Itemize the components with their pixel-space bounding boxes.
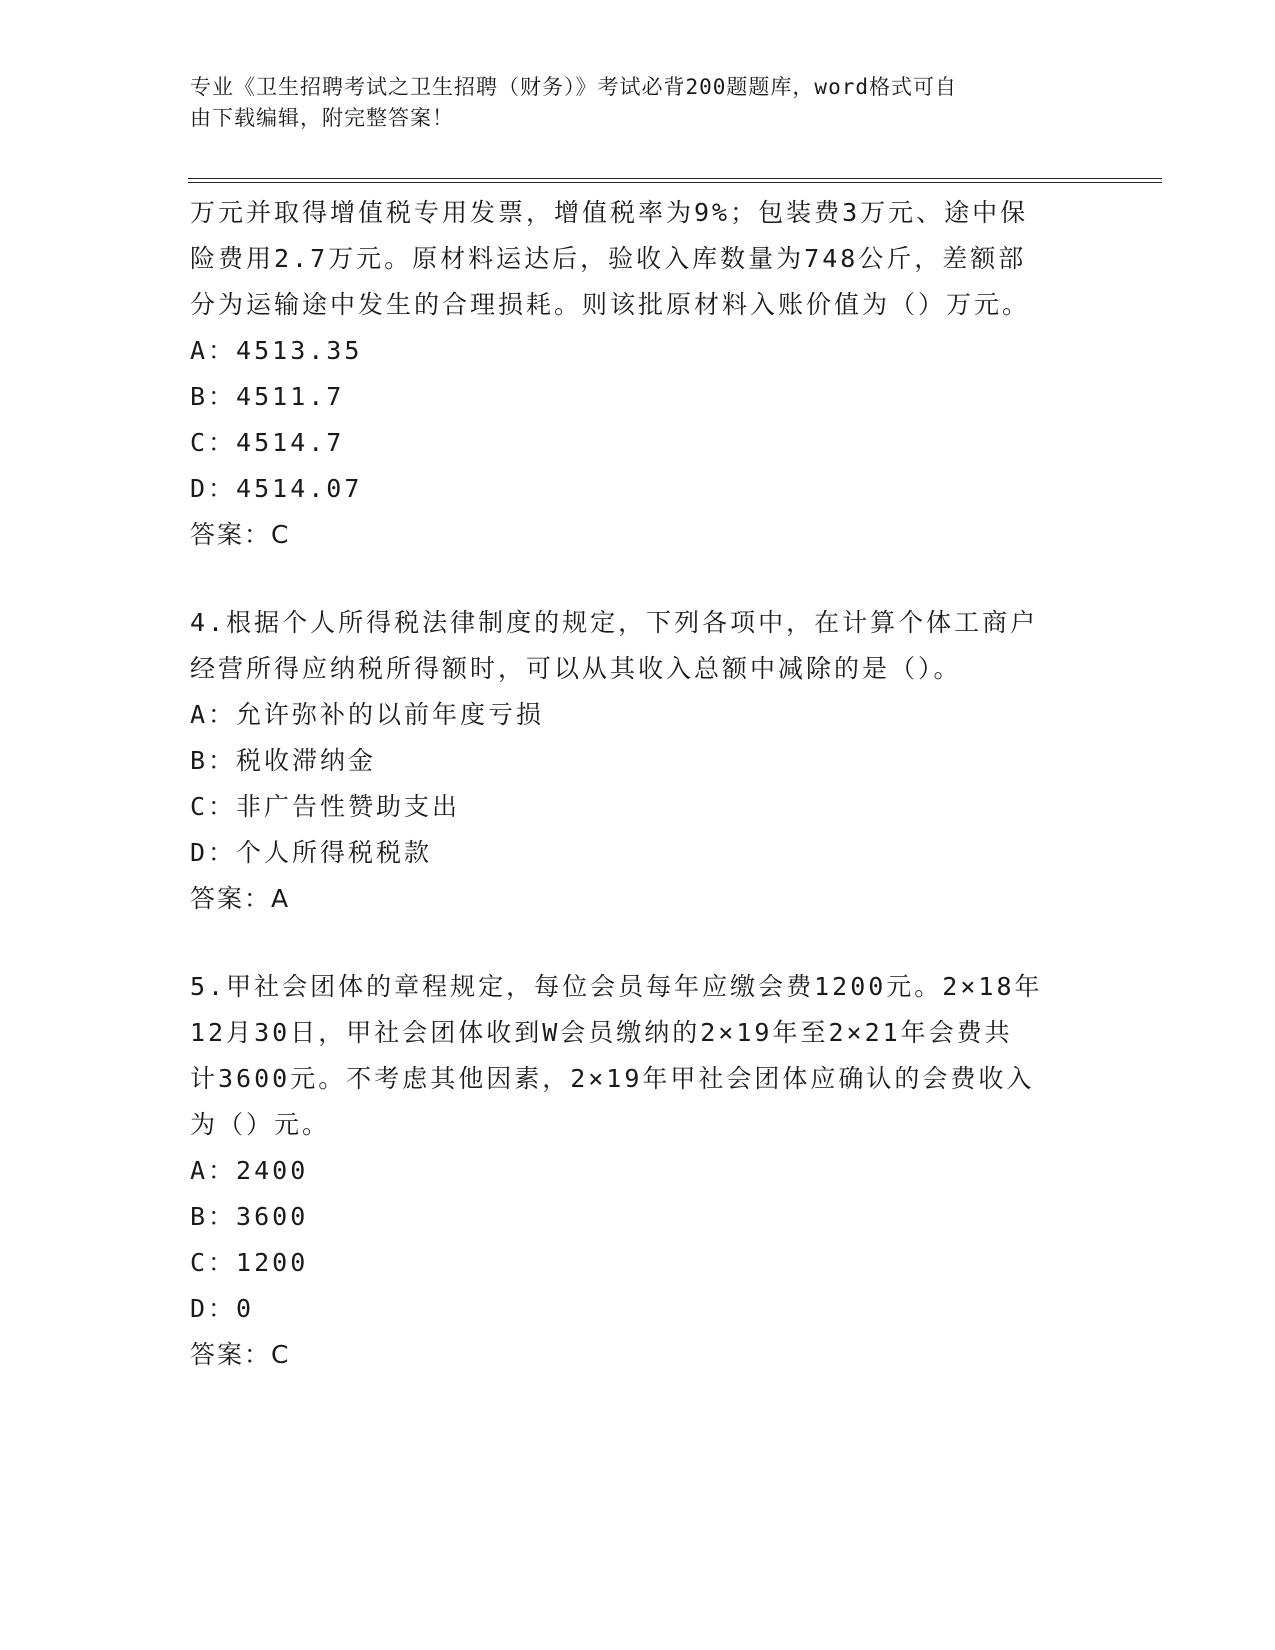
- header-line-1: 专业《卫生招聘考试之卫生招聘（财务）》考试必背200题题库，word格式可自: [190, 75, 957, 99]
- question-5: [190, 964, 1090, 1378]
- question-3: [190, 190, 1090, 558]
- question-content: [190, 190, 1090, 1378]
- question-stem-line: 5.甲社会团体的章程规定，每位会员每年应缴会费1200元。2×18年: [190, 972, 1043, 1001]
- option-a: A：允许弥补的以前年度亏损: [190, 700, 545, 729]
- question-stem-line: 为（）元。: [190, 1110, 331, 1139]
- question-stem-line: 万元并取得增值税专用发票，增值税率为9%；包装费3万元、途中保: [190, 198, 1029, 227]
- question-stem-line: 经营所得应纳税所得额时，可以从其收入总额中减除的是（）。: [190, 654, 962, 683]
- option-a: A：4513.35: [190, 336, 363, 365]
- option-c: C：1200: [190, 1248, 309, 1277]
- option-c: C：4514.7: [190, 428, 345, 457]
- question-stem-line: 计3600元。不考虑其他因素，2×19年甲社会团体应确认的会费收入: [190, 1064, 1035, 1093]
- spacer: [190, 922, 1090, 964]
- question-stem-line: 分为运输途中发生的合理损耗。则该批原材料入账价值为（）万元。: [190, 290, 1031, 319]
- question-stem-line: 险费用2.7万元。原材料运达后，验收入库数量为748公斤，差额部: [190, 244, 1027, 273]
- question-4: [190, 600, 1090, 922]
- answer-line: 答案：C: [190, 520, 291, 549]
- answer-line: 答案：A: [190, 884, 291, 913]
- option-d: D：个人所得税税款: [190, 838, 433, 867]
- answer-line: 答案：C: [190, 1340, 291, 1369]
- question-stem-line: 12月30日，甲社会团体收到W会员缴纳的2×19年至2×21年会费共: [190, 1018, 1013, 1047]
- option-c: C：非广告性赞助支出: [190, 792, 461, 821]
- spacer: [190, 558, 1090, 600]
- header-line-2: 由下载编辑，附完整答案！: [190, 106, 454, 130]
- option-d: D：0: [190, 1294, 255, 1323]
- header-divider: [188, 178, 1162, 183]
- question-stem-line: 4.根据个人所得税法律制度的规定，下列各项中，在计算个体工商户: [190, 608, 1039, 637]
- option-d: D：4514.07: [190, 474, 363, 503]
- option-b: B：税收滞纳金: [190, 746, 377, 775]
- option-b: B：4511.7: [190, 382, 345, 411]
- option-a: A：2400: [190, 1156, 309, 1185]
- page-header: [190, 72, 1090, 134]
- option-b: B：3600: [190, 1202, 309, 1231]
